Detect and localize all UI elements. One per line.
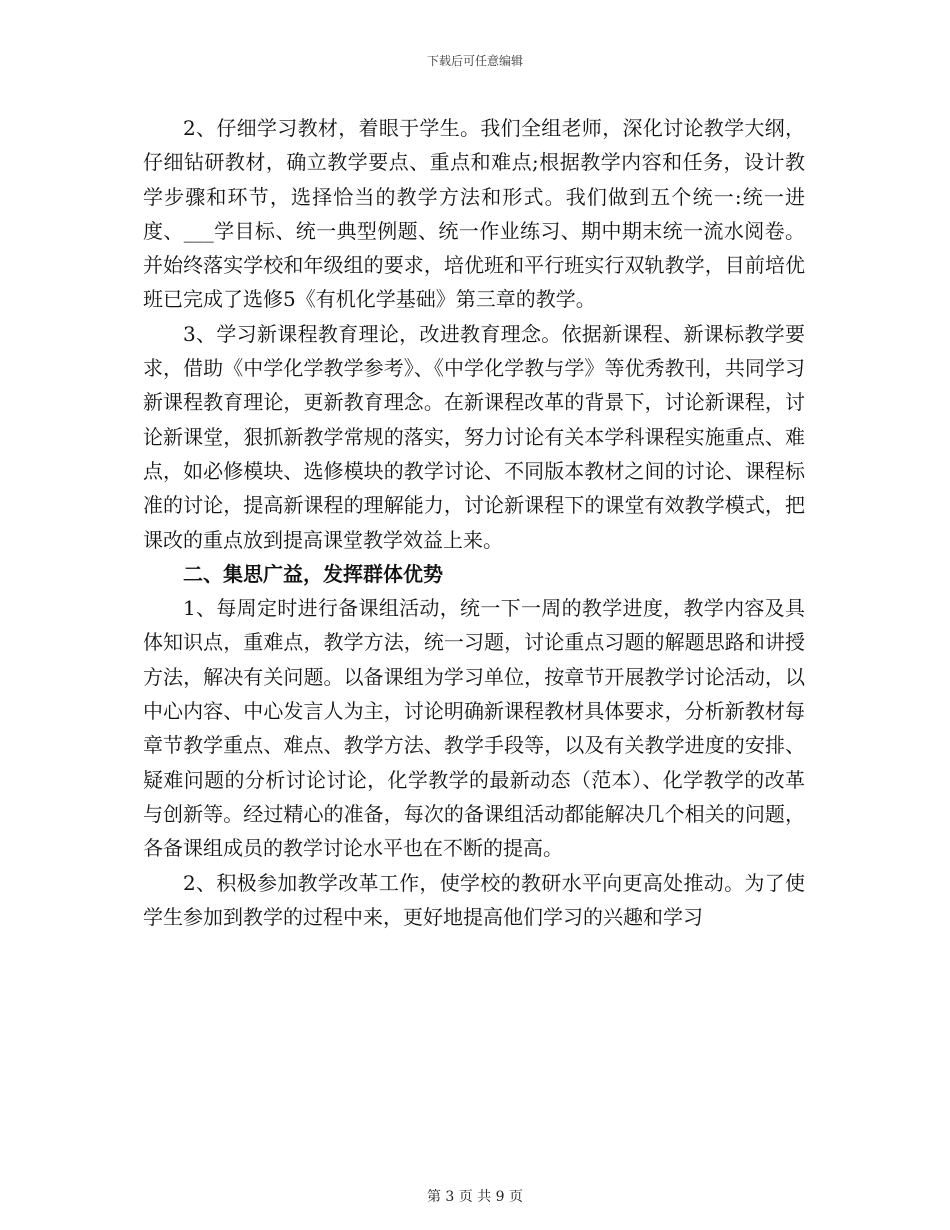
document-body (143, 111, 805, 934)
section-heading-collective-wisdom: 二、集思广益，发挥群体优势 (183, 561, 443, 586)
paragraph-2-teaching-reform: 2、积极参加教学改革工作，使学校的教研水平向更高处推动。为了使学生参加到教学的过程中来，更好地提高他们学习的兴趣和学习 (143, 870, 805, 929)
page-footer-page-number: 第 3 页 共 9 页 (426, 1189, 524, 1205)
paragraph-1-weekly-activities: 1、每周定时进行备课组活动，统一下一周的教学进度，教学内容及具体知识点，重难点，教学方法，统一习题，讨论重点习题的解题思路和讲授方法，解决有关问题。以备课组为学习单位，按章节开展教学讨论活动，以中心内容、中心发言人为主，讨论明确新课程教材具体要求，分析新教材每章节教学重点、难点、教学方法、教学手段等，以及有关教学进度的安排、疑难问题的分析讨论讨论，化学教学的最新动态（范本）、化学教学的改革与创新等。经过精心的准备，每次的备课组活动都能解决几个相关的问题，各备课组成员的教学讨论水平也在不断的提高。 (143, 596, 805, 861)
page-header: 下载后可任意编辑 (426, 54, 523, 68)
paragraph-3-new-curriculum: 3、学习新课程教育理论，改进教育理念。依据新课程、新课标教学要求，借助《中学化学教学参考》、《中学化学教与学》等优秀教刊，共同学习新课程教育理论，更新教育理念。在新课程改革的背景下，讨论新课程，讨论新课堂，狠抓新教学常规的落实，努力讨论有关本学科课程实施重点、难点，如必修模块、选修模块的教学讨论、不同版本教材之间的讨论、课程标准的讨论，提高新课程的理解能力，讨论新课程下的课堂有效教学模式，把课改的重点放到提高课堂教学效益上来。 (143, 321, 805, 552)
paragraph-2-textbook-study: 2、仔细学习教材，着眼于学生。我们全组老师，深化讨论教学大纲，仔细钻研教材，确立教学要点、重点和难点;根据教学内容和任务，设计教学步骤和环节，选择恰当的教学方法和形式。我们做到五个统一:统一进度、___学目标、统一典型例题、统一作业练习、期中期末统一流水阅卷。并始终落实学校和年级组的要求，培优班和平行班实行双轨教学，目前培优班已完成了选修5《有机化学基础》第三章的教学。 (143, 116, 805, 312)
